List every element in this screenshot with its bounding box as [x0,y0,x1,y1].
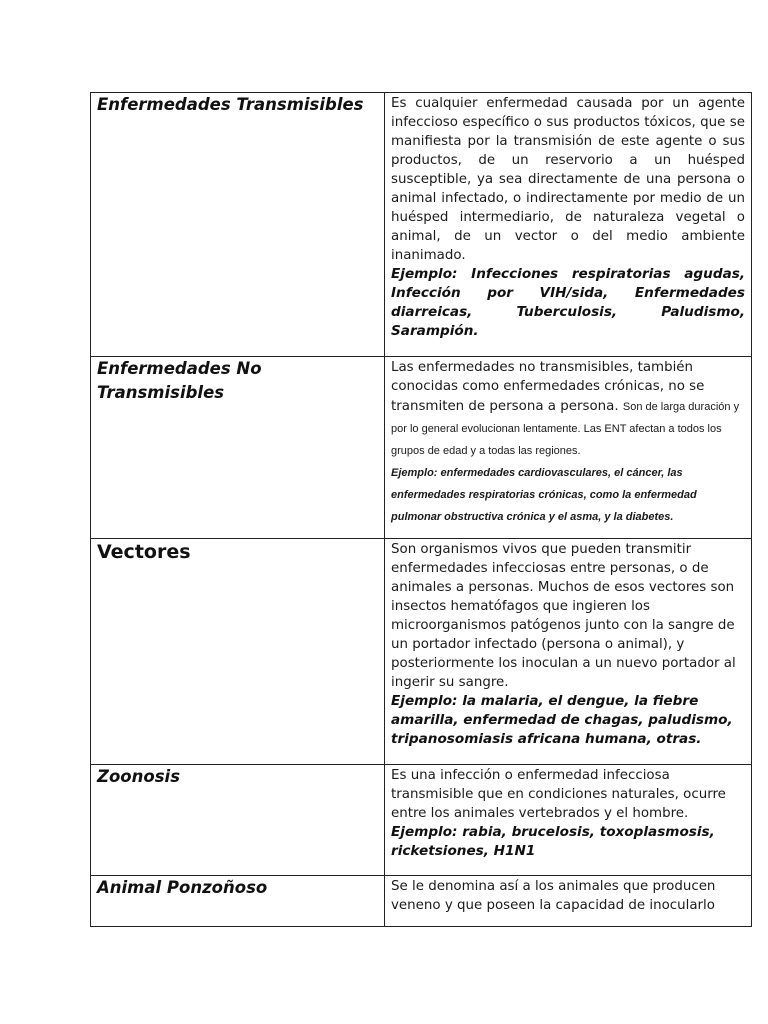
definition-text: Las enfermedades no transmisibles, también conocidas como enfermedades crónicas, no se transmiten de persona a persona. Son de larga duración y por lo general evolucionan lentamente. Las ENT afectan a todos los grupos de edad y a todas las regiones. [391,360,740,457]
term-cell [91,876,385,927]
table-row [91,357,752,539]
definition-cell [385,765,752,876]
definition-cell [385,539,752,765]
definition-text: Es una infección o enfermedad infecciosa transmisible que en condiciones naturales, ocurre entre los animales vertebrados y el hombre. [391,768,726,821]
definitions-table [90,92,752,927]
term-cell [91,765,385,876]
table-row [91,539,752,765]
example-text: Ejemplo: enfermedades cardiovasculares, el cáncer, las enfermedades respiratorias crónicas, como la enfermedad pulmonar obstructiva crónica y el asma, y la diabetes. [391,467,697,523]
definition-cell [385,876,752,927]
term-cell [91,539,385,765]
term-cell [91,357,385,539]
definition-cell [385,93,752,357]
definition-cell [385,357,752,539]
table-row [91,765,752,876]
term-no-transmisibles: Enfermedades No Transmisibles [97,359,262,402]
example-text: Ejemplo: Infecciones respiratorias agudas, Infección por VIH/sida, Enfermedades diarreicas, Tuberculosis, Paludismo, Sarampión. [391,266,745,339]
definition-small-text: Son de larga duración y por lo general evolucionan lentamente. Las ENT afectan a todos los grupos de edad y a todas las regiones. [391,401,740,457]
definition-text: Es cualquier enfermedad causada por un agente infeccioso específico o sus productos tóxicos, que se manifiesta por la transmisión de este agente o sus productos, de un reservorio a un huésped susceptible, ya sea directamente de una persona o animal infectado, o indirectamente por medio de un huésped intermediario, de naturaleza vegetal o animal, de un vector o del medio ambiente inanimado. [391,96,745,263]
example-text: Ejemplo: rabia, brucelosis, toxoplasmosis, ricketsiones, H1N1 [391,824,715,859]
table-row [91,93,752,357]
table-row [91,876,752,927]
term-cell [91,93,385,357]
example-text: Ejemplo: la malaria, el dengue, la fiebre amarilla, enfermedad de chagas, paludismo, tripanosomiasis africana humana, otras. [391,693,733,747]
term-vectores: Vectores [97,541,191,563]
definition-text: Son organismos vivos que pueden transmitir enfermedades infecciosas entre personas, o de animales a personas. Muchos de esos vectores son insectos hematófagos que ingieren los microorganismos patógenos junto con la sangre de un portador infectado (persona o animal), y posteriormente los inoculan a un nuevo portador al ingerir su sangre. [391,542,736,690]
term-transmisibles: Enfermedades Transmisibles [97,95,364,114]
definition-text: Se le denomina así a los animales que producen veneno y que poseen la capacidad de inocularlo [391,879,716,913]
term-animal-ponzonoso: Animal Ponzoñoso [97,878,268,897]
term-zoonosis: Zoonosis [97,767,181,786]
